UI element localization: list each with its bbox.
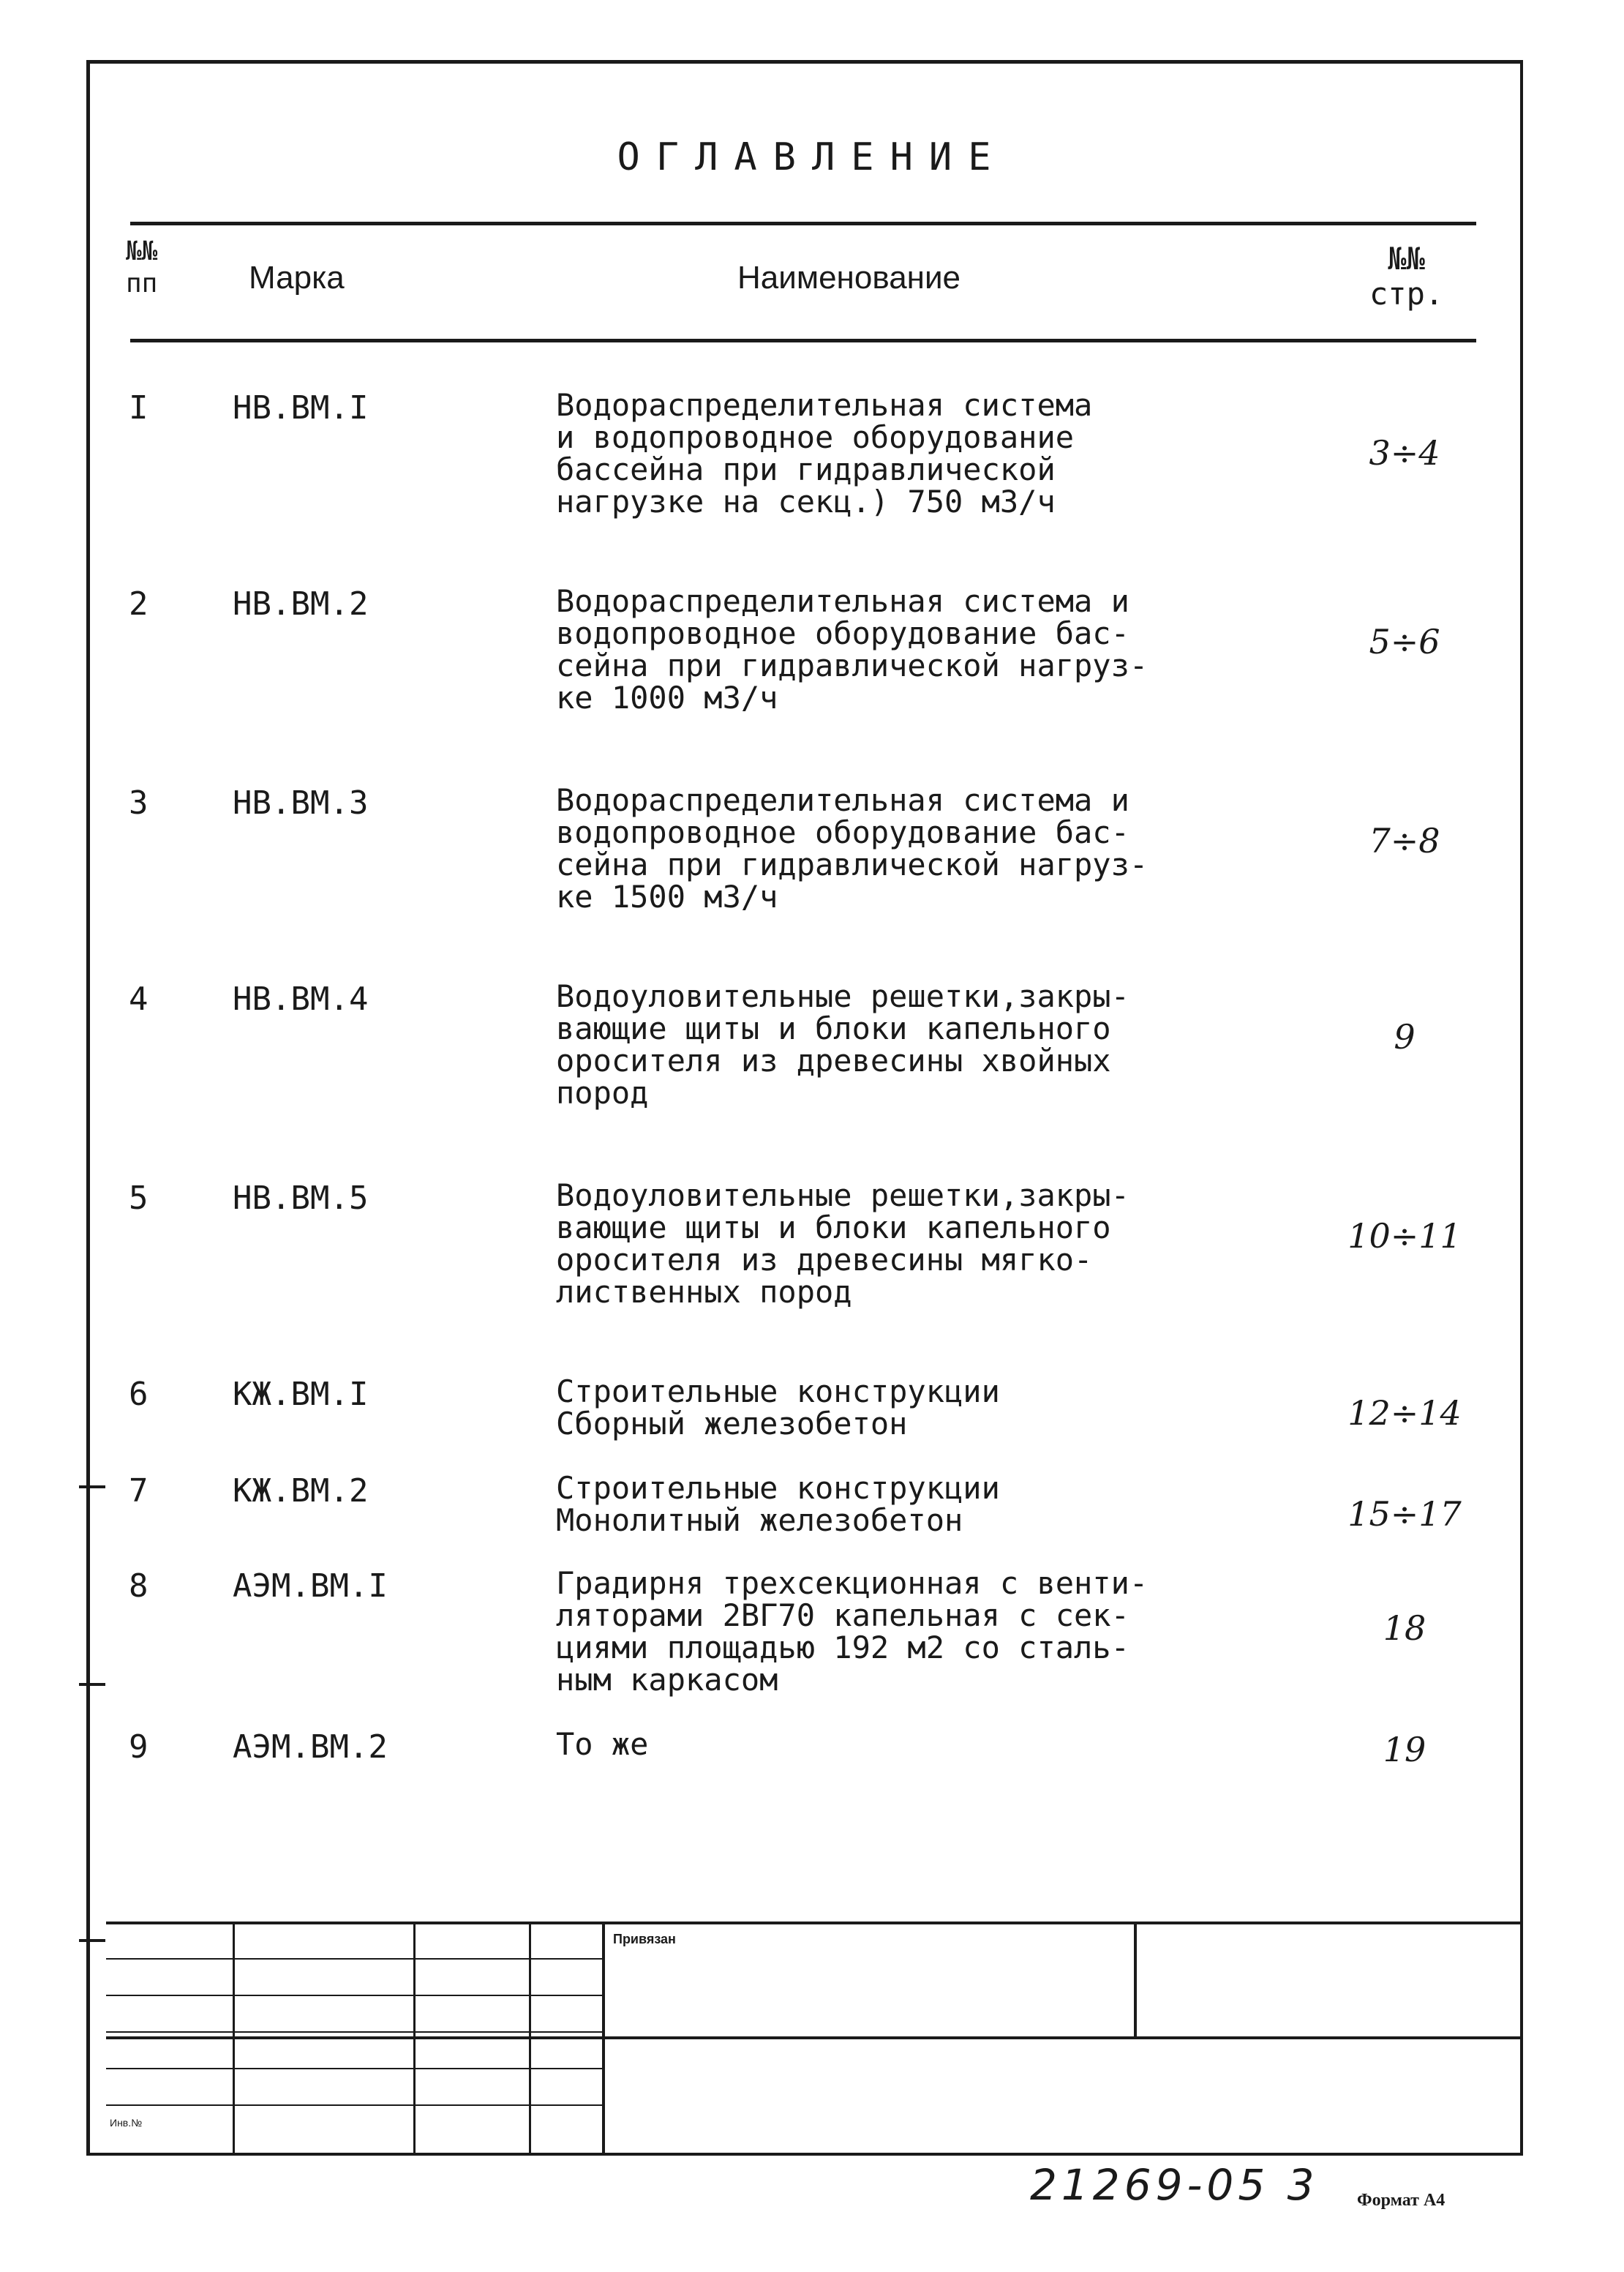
row-page: 19 [1383,1730,1426,1769]
stamp-inventory-label: Инв.№ [110,2117,143,2129]
row-number: 6 [129,1376,149,1413]
row-mark: КЖ.ВМ.2 [233,1472,369,1510]
row-number: 5 [129,1180,149,1217]
header-top-rule [130,222,1476,225]
row-mark: НВ.ВМ.2 [233,585,369,623]
row-number: 7 [129,1472,149,1510]
row-page: 15÷17 [1347,1494,1462,1534]
row-mark: НВ.ВМ.I [233,389,369,427]
row-page: 18 [1383,1608,1426,1648]
margin-tick [79,1485,105,1488]
row-name: Градирня трехсекционная с венти- ляторами 2ВГ70 капельная с сек- циями площадью 192 м2 со сталь- ным каркасом [556,1565,1149,1698]
row-page: 12÷14 [1347,1393,1462,1433]
row-mark: АЭМ.ВМ.2 [233,1728,388,1766]
margin-tick [79,1683,105,1686]
row-name: Водоуловительные решетки,закры- вающие щиты и блоки капельного оросителя из древесины хвойных пород [556,978,1129,1111]
document-title: ОГЛАВЛЕНИЕ [617,135,1007,179]
row-name: Водораспределительная система и водопроводное оборудование бас- сейна при гидравлической нагруз- ке 1500 м3/ч [556,782,1149,915]
document-number: 21269-05 3 [1030,2160,1319,2210]
stamp-bound-label: Привязан [613,1932,676,1946]
row-number: 2 [129,585,149,623]
row-page: 3÷4 [1369,433,1440,473]
row-page: 9 [1394,1017,1416,1057]
header-number: №№ пп [126,236,158,299]
row-page: 5÷6 [1369,622,1440,661]
row-name: Водораспределительная система и водопроводное оборудование бас- сейна при гидравлической нагруз- ке 1000 м3/ч [556,583,1149,716]
row-mark: НВ.ВМ.3 [233,784,369,822]
row-name: То же [556,1726,649,1762]
row-mark: НВ.ВМ.5 [233,1180,369,1217]
row-mark: АЭМ.ВМ.I [233,1567,388,1605]
header-page: №№ стр. [1369,241,1444,312]
row-number: 8 [129,1567,149,1605]
row-name: Водораспределительная система и водопроводное оборудование бассейна при гидравлической нагрузке на секц.) 750 м3/ч [556,387,1093,520]
row-mark: НВ.ВМ.4 [233,981,369,1018]
row-number: 9 [129,1728,149,1766]
row-number: I [129,389,149,427]
row-name: Строительные конструкции Сборный железобетон [556,1373,1000,1441]
margin-tick [79,1939,105,1942]
row-page: 7÷8 [1369,821,1440,861]
row-page: 10÷11 [1347,1216,1462,1256]
row-number: 3 [129,784,149,822]
header-name: Наименование [737,260,961,296]
format-label: Формат А4 [1357,2191,1446,2210]
row-name: Строительные конструкции Монолитный железобетон [556,1470,1000,1538]
row-number: 4 [129,981,149,1018]
row-name: Водоуловительные решетки,закры- вающие щиты и блоки капельного оросителя из древесины мягко- лиственных пород [556,1177,1129,1310]
header-bottom-rule [130,339,1476,342]
header-mark: Марка [249,260,345,296]
row-mark: КЖ.ВМ.I [233,1376,369,1413]
